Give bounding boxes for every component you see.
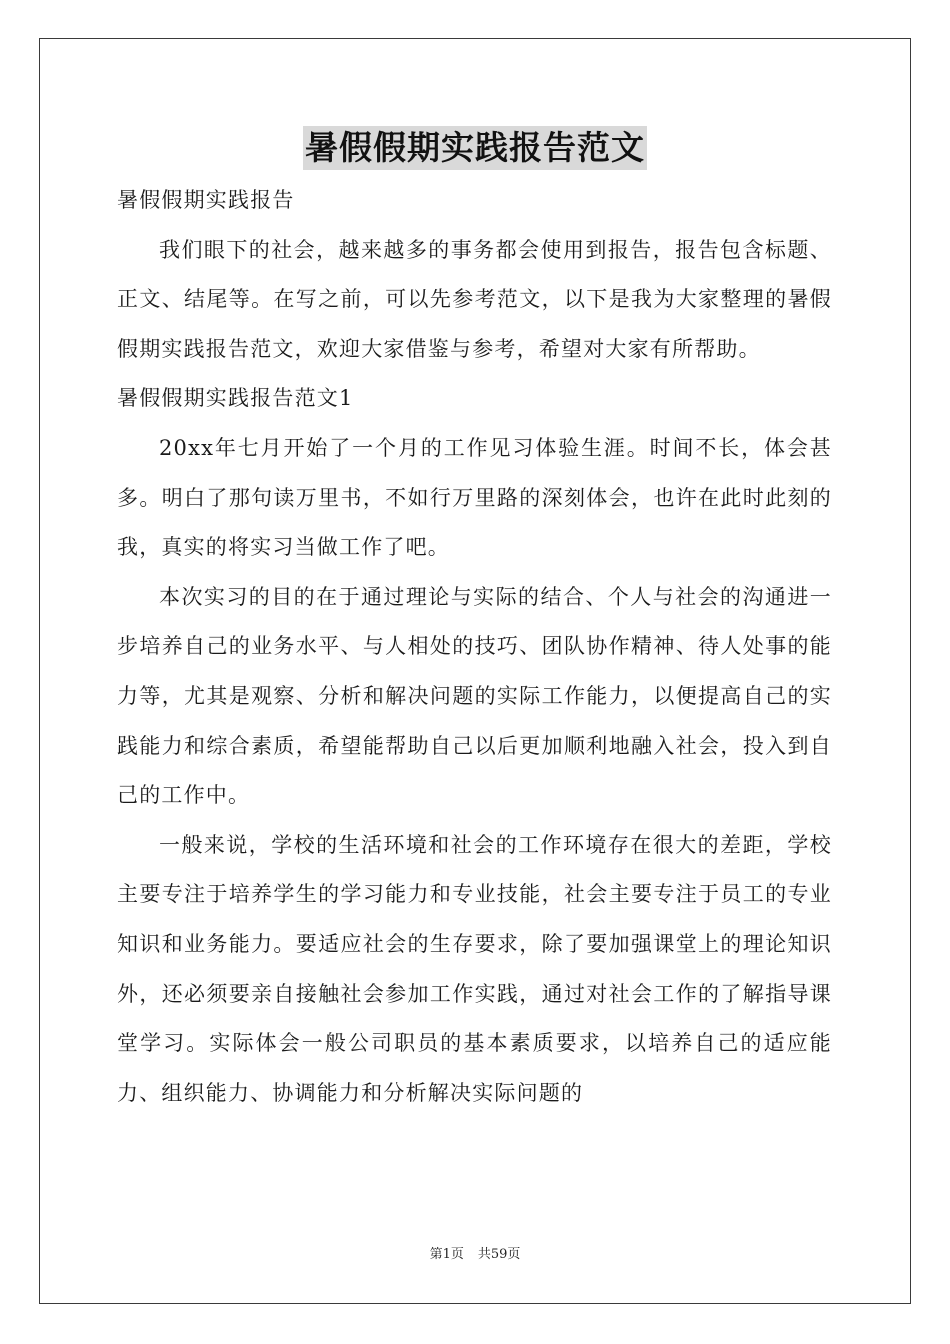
section-heading: 暑假假期实践报告范文1 (117, 386, 354, 411)
intro-paragraph: 我们眼下的社会，越来越多的事务都会使用到报告，报告包含标题、正文、结尾等。在写之前，可以先参考范文，以下是我为大家整理的暑假假期实践报告范文，欢迎大家借鉴与参考，希望对大家有所帮助。 (117, 237, 832, 361)
title-container (0, 126, 950, 170)
body-paragraph: 20xx年七月开始了一个月的工作见习体验生涯。时间不长，体会甚多。明白了那句读万里书，不如行万里路的深刻体会，也许在此时此刻的我，真实的将实习当做工作了吧。 (117, 435, 832, 560)
subtitle-paragraph: 暑假假期实践报告 (117, 188, 295, 212)
page-total: 共59页 (477, 1247, 521, 1262)
page-number: 第1页 (429, 1247, 464, 1262)
document-body (117, 176, 832, 1118)
body-paragraph: 本次实习的目的在于通过理论与实际的结合、个人与社会的沟通进一步培养自己的业务水平、与人相处的技巧、团队协作精神、待人处事的能力等，尤其是观察、分析和解决问题的实际工作能力，以便提高自己的实践能力和综合素质，希望能帮助自己以后更加顺利地融入社会，投入到自己的工作中。 (117, 584, 832, 808)
page-footer (0, 1246, 950, 1264)
body-paragraph: 一般来说，学校的生活环境和社会的工作环境存在很大的差距，学校主要专注于培养学生的学习能力和专业技能，社会主要专注于员工的专业知识和业务能力。要适应社会的生存要求，除了要加强课堂上的理论知识外，还必须要亲自接触社会参加工作实践，通过对社会工作的了解指导课堂学习。实际体会一般公司职员的基本素质要求，以培养自己的适应能力、组织能力、协调能力和分析解决实际问题的 (117, 832, 832, 1105)
document-title: 暑假假期实践报告范文 (303, 126, 647, 170)
